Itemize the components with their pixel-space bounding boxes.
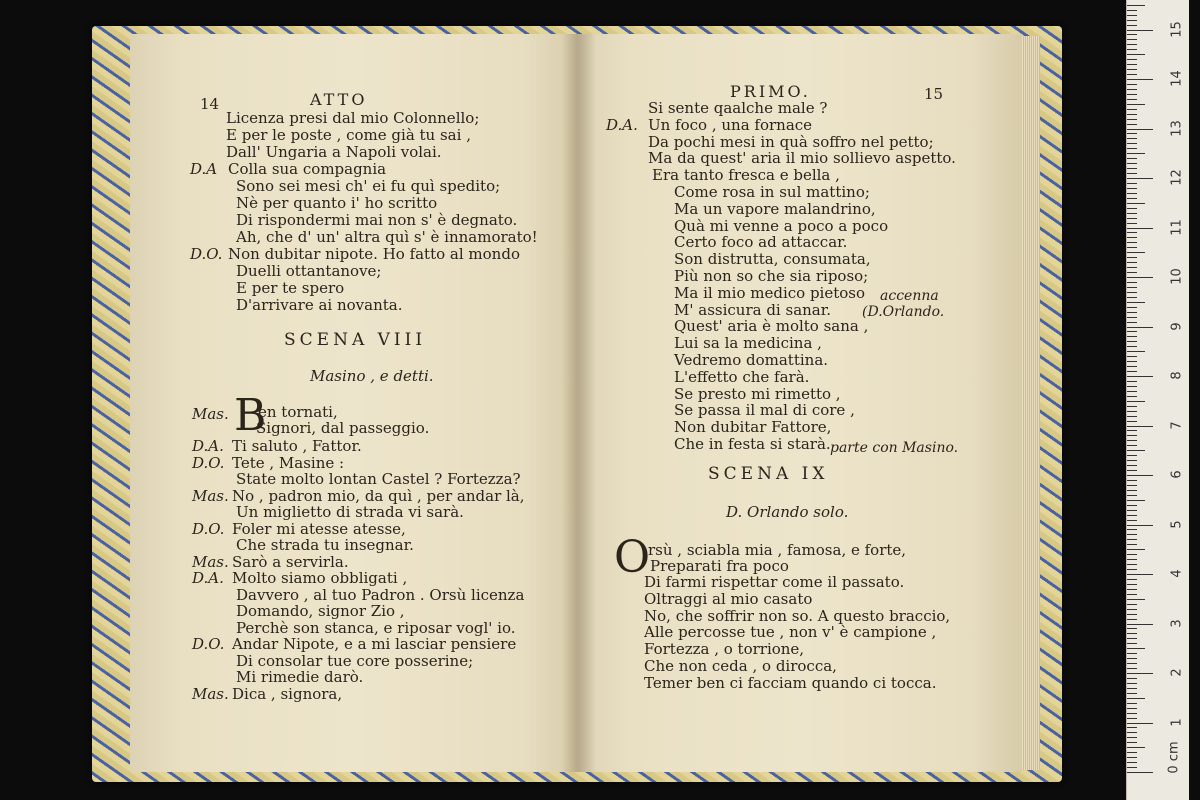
scene-subtitle-right: D. Orlando solo. <box>726 503 849 521</box>
verse-line: rsù , sciabla mia , famosa, e forte, <box>648 541 907 559</box>
ruler-tick <box>1127 490 1137 491</box>
verse-line: Di consolar tue core posserine; <box>236 651 474 670</box>
drop-cap-left: B <box>234 390 267 441</box>
ruler-tick <box>1127 534 1137 535</box>
ruler-tick <box>1127 510 1137 511</box>
verse-line: Ma un vapore malandrino, <box>674 199 876 218</box>
verse-line: Preparati fra poco <box>650 557 789 575</box>
ruler-tick <box>1127 138 1137 139</box>
ruler-tick <box>1127 683 1137 684</box>
verse-line: State molto lontan Castel ? Fortezza? <box>236 470 521 488</box>
ruler-tick <box>1127 228 1153 229</box>
ruler-tick <box>1127 742 1137 743</box>
ruler-tick <box>1127 564 1137 565</box>
verse-line: M' assicura di sanar. <box>674 300 832 319</box>
ruler-label: 13 <box>1169 119 1185 137</box>
ruler-tick <box>1127 237 1137 238</box>
ruler-tick <box>1127 480 1137 481</box>
ruler-tick <box>1127 638 1137 639</box>
ruler-tick <box>1127 356 1137 357</box>
page-number-right: 15 <box>924 85 944 103</box>
ruler-tick <box>1127 450 1145 451</box>
verse-line: Signori, dal passeggio. <box>256 419 430 437</box>
verse-line: Di farmi rispettar come il passato. <box>644 573 905 591</box>
verse-line: Duelli ottantanove; <box>236 262 382 280</box>
ruler-tick <box>1127 475 1153 476</box>
ruler-tick <box>1127 539 1137 540</box>
ruler-tick <box>1127 495 1137 496</box>
verse-line: Era tanto fresca e bella , <box>652 166 840 185</box>
ruler-tick <box>1127 5 1145 6</box>
ruler-tick <box>1127 94 1137 95</box>
ruler-tick <box>1127 20 1137 21</box>
ruler-tick <box>1127 435 1137 436</box>
verse-line: Sono sei mesi ch' ei fu quì spedito; <box>236 177 501 195</box>
verse-line: Domando, signor Zio , <box>236 602 405 620</box>
ruler-tick <box>1127 287 1137 288</box>
verse-line: E per te spero <box>236 279 345 297</box>
ruler-tick <box>1127 89 1137 90</box>
verse-line: Un foco , una fornace <box>648 115 813 134</box>
ruler-tick <box>1127 619 1137 620</box>
ruler-tick <box>1127 163 1137 164</box>
ruler-tick <box>1127 633 1137 634</box>
verse-line: Licenza presi dal mio Colonnello; <box>226 109 480 127</box>
ruler-tick <box>1127 614 1137 615</box>
ruler-tick <box>1127 500 1145 501</box>
ruler-tick <box>1127 109 1137 110</box>
speaker-label: D.A. <box>606 115 638 134</box>
ruler-tick <box>1127 30 1153 31</box>
ruler-tick <box>1127 678 1137 679</box>
verse-line: Un miglietto di strada vi sarà. <box>236 503 464 521</box>
ruler-tick <box>1127 485 1137 486</box>
ruler-label: 7 <box>1169 420 1185 430</box>
ruler-tick <box>1127 653 1137 654</box>
ruler-tick <box>1127 133 1137 134</box>
ruler-tick <box>1127 569 1137 570</box>
ruler-tick <box>1127 624 1153 625</box>
ruler-tick <box>1127 341 1137 342</box>
ruler-tick <box>1127 351 1145 352</box>
speaker-label: D.O. <box>192 519 225 538</box>
ruler-tick <box>1127 84 1137 85</box>
ruler-tick <box>1127 470 1137 471</box>
ruler-label: 2 <box>1169 668 1185 677</box>
ruler-label: 0 cm <box>1166 741 1182 774</box>
scene-title-right: SCENA IX <box>708 464 829 484</box>
ruler-tick <box>1127 218 1137 219</box>
verse-line: Andar Nipote, e a mi lasciar pensiere <box>232 635 517 653</box>
ruler-tick <box>1127 406 1137 407</box>
ruler-tick <box>1127 703 1137 704</box>
ruler-tick <box>1127 307 1137 308</box>
verse-line: Da pochi mesi in quà soffro nel petto; <box>648 132 934 151</box>
ruler-tick <box>1127 727 1137 728</box>
ruler-tick <box>1127 772 1153 773</box>
ruler-tick <box>1127 609 1137 610</box>
ruler-tick <box>1127 203 1145 204</box>
verse-line: Alle percosse tue , non v' è campione , <box>644 623 937 642</box>
ruler-tick <box>1127 223 1137 224</box>
ruler-tick <box>1127 752 1137 753</box>
ruler-tick <box>1127 529 1137 530</box>
ruler-tick <box>1127 297 1137 298</box>
ruler-tick <box>1127 693 1137 694</box>
ruler-tick <box>1127 668 1137 669</box>
speaker-label: D.A <box>190 160 218 178</box>
ruler-tick <box>1127 302 1145 303</box>
ruler-tick <box>1127 688 1137 689</box>
ruler-tick <box>1127 34 1137 35</box>
verse-line: Come rosa in sul mattino; <box>674 183 870 201</box>
ruler-label: 15 <box>1169 20 1185 38</box>
ruler-tick <box>1127 559 1137 560</box>
ruler-tick <box>1127 267 1137 268</box>
ruler-tick <box>1127 158 1137 159</box>
ruler-tick <box>1127 99 1137 100</box>
ruler-tick <box>1127 79 1153 80</box>
book-gutter <box>562 34 596 772</box>
ruler-tick <box>1127 262 1137 263</box>
verse-line: Si sente qaalche male ? <box>648 99 828 117</box>
verse-line: Se passa il mal di core , <box>674 401 855 420</box>
speaker-label: Mas. <box>192 486 229 505</box>
measuring-ruler <box>1126 0 1189 800</box>
ruler-tick <box>1127 25 1137 26</box>
ruler-tick <box>1127 69 1137 70</box>
verse-line: Vedremo domattina. <box>674 351 829 369</box>
scene-title-left: SCENA VIII <box>284 330 427 350</box>
ruler-tick <box>1127 148 1137 149</box>
ruler-tick <box>1127 327 1153 328</box>
ruler-tick <box>1127 366 1137 367</box>
ruler-tick <box>1127 718 1137 719</box>
ruler-tick <box>1127 168 1137 169</box>
ruler-tick <box>1127 188 1137 189</box>
ruler-tick <box>1127 421 1137 422</box>
ruler-tick <box>1127 737 1137 738</box>
ruler-tick <box>1127 183 1137 184</box>
ruler-tick <box>1127 663 1137 664</box>
verse-line: Colla sua compagnia <box>228 160 387 178</box>
ruler-label: 4 <box>1169 569 1185 578</box>
ruler-tick <box>1127 505 1137 506</box>
ruler-tick <box>1127 277 1153 278</box>
ruler-tick <box>1127 594 1137 595</box>
ruler-tick <box>1127 762 1137 763</box>
speaker-label: D.O. <box>192 635 225 653</box>
verse-line: Di rispondermi mai non s' è degnato. <box>236 211 518 229</box>
speaker-label: Mas. <box>192 405 229 423</box>
ruler-tick <box>1127 376 1153 377</box>
ruler-tick <box>1127 747 1145 748</box>
ruler-tick <box>1127 312 1137 313</box>
verse-line: Mi rimedie darò. <box>236 668 364 686</box>
ruler-tick <box>1127 54 1145 55</box>
ruler-tick <box>1127 317 1137 318</box>
right-page <box>578 34 1022 772</box>
ruler-tick <box>1127 648 1145 649</box>
ruler-tick <box>1127 242 1137 243</box>
ruler-tick <box>1127 525 1153 526</box>
ruler-label: 6 <box>1169 470 1185 479</box>
ruler-tick <box>1127 574 1153 575</box>
verse-line: Che strada tu insegnar. <box>236 536 414 554</box>
speaker-label: Mas. <box>192 552 229 571</box>
ruler-tick <box>1127 643 1137 644</box>
ruler-tick <box>1127 252 1145 253</box>
verse-line: Fortezza , o torrione, <box>644 640 805 659</box>
ruler-tick <box>1127 272 1137 273</box>
ruler-tick <box>1127 124 1137 125</box>
verse-line: Certo foco ad attaccar. <box>674 233 848 252</box>
ruler-tick <box>1127 336 1137 337</box>
ruler-tick <box>1127 698 1145 699</box>
ruler-tick <box>1127 579 1137 580</box>
ruler-tick <box>1127 178 1153 179</box>
ruler-label: 3 <box>1169 618 1185 628</box>
ruler-tick <box>1127 440 1137 441</box>
ruler-tick <box>1127 401 1145 402</box>
book-cover <box>92 26 1062 782</box>
verse-line: Temer ben ci facciam quando ci tocca. <box>644 673 937 692</box>
ruler-tick <box>1127 119 1137 120</box>
verse-line: en tornati, <box>258 403 338 421</box>
ruler-tick <box>1127 391 1137 392</box>
ruler-tick <box>1127 173 1137 174</box>
verse-line: Molto siamo obbligati , <box>232 569 408 587</box>
ruler-tick <box>1127 282 1137 283</box>
ruler-tick <box>1127 114 1137 115</box>
ruler-tick <box>1127 554 1137 555</box>
ruler-tick <box>1127 49 1137 50</box>
ruler-tick <box>1127 59 1137 60</box>
drop-cap-right: O <box>614 532 651 583</box>
ruler-tick <box>1127 589 1137 590</box>
verse-line: Ti saluto , Fattor. <box>232 437 362 455</box>
ruler-tick <box>1127 153 1145 154</box>
verse-line: Se presto mi rimetto , <box>674 384 841 403</box>
verse-line: No , padron mio, da quì , per andar là, <box>232 486 525 505</box>
verse-line: Tete , Masine : <box>232 453 345 472</box>
speaker-label: D.O. <box>192 453 225 472</box>
verse-line: Oltraggi al mio casato <box>644 589 813 608</box>
speaker-label: D.A. <box>192 569 224 587</box>
stage-direction-accenna: accenna <box>880 288 939 304</box>
page-header-left: ATTO <box>310 90 368 109</box>
verse-line: Lui sa la medicina , <box>674 334 822 353</box>
stage-direction-exit: parte con Masino. <box>830 440 959 456</box>
verse-line: L'effetto che farà. <box>674 367 810 386</box>
ruler-tick <box>1127 599 1145 600</box>
ruler-tick <box>1127 15 1137 16</box>
speaker-label: D.A. <box>192 437 224 455</box>
ruler-tick <box>1127 213 1137 214</box>
ruler-label: 8 <box>1169 371 1185 380</box>
verse-line: Ah, che d' un' altra quì s' è innamorato! <box>236 228 538 246</box>
speaker-label: D.O. <box>190 245 223 263</box>
verse-line: Dall' Ungaria a Napoli volai. <box>226 143 442 161</box>
verse-line: Che non ceda , o dirocca, <box>644 657 837 675</box>
ruler-tick <box>1127 257 1137 258</box>
ruler-tick <box>1127 544 1137 545</box>
ruler-label: 9 <box>1169 321 1185 331</box>
ruler-tick <box>1127 713 1137 714</box>
verse-line: D'arrivare ai novanta. <box>236 296 403 314</box>
verse-line: Ma da quest' aria il mio sollievo aspetto. <box>648 149 956 168</box>
ruler-tick <box>1127 455 1137 456</box>
ruler-tick <box>1127 515 1137 516</box>
ruler-tick <box>1127 322 1137 323</box>
ruler-tick <box>1127 10 1137 11</box>
ruler-tick <box>1127 346 1137 347</box>
verse-line: Quà mi venne a poco a poco <box>674 216 889 235</box>
ruler-tick <box>1127 331 1137 332</box>
left-page <box>130 34 579 772</box>
ruler-tick <box>1127 520 1137 521</box>
ruler-tick <box>1127 143 1137 144</box>
ruler-tick <box>1127 549 1145 550</box>
ruler-tick <box>1127 460 1137 461</box>
ruler-tick <box>1127 430 1137 431</box>
ruler-label: 5 <box>1169 519 1185 529</box>
ruler-tick <box>1127 673 1153 674</box>
ruler-tick <box>1127 247 1137 248</box>
verse-line: Son distrutta, consumata, <box>674 250 871 269</box>
ruler-tick <box>1127 361 1137 362</box>
verse-line: Non dubitar nipote. Ho fatto al mondo <box>228 245 520 263</box>
ruler-tick <box>1127 426 1153 427</box>
ruler-tick <box>1127 708 1137 709</box>
ruler-tick <box>1127 386 1137 387</box>
verse-line: Non dubitar Fattore, <box>674 418 832 437</box>
ruler-tick <box>1127 445 1137 446</box>
ruler-tick <box>1127 193 1137 194</box>
ruler-tick <box>1127 292 1137 293</box>
ruler-tick <box>1127 584 1137 585</box>
verse-line: Quest' aria è molto sana , <box>674 317 869 336</box>
page-number-left: 14 <box>200 95 220 113</box>
ruler-tick <box>1127 732 1137 733</box>
verse-line: E per le poste , come già tu sai , <box>226 126 471 144</box>
ruler-tick <box>1127 767 1137 768</box>
ruler-tick <box>1127 232 1137 233</box>
ruler-tick <box>1127 628 1137 629</box>
ruler-label: 1 <box>1169 717 1185 727</box>
verse-line: Perchè son stanca, e riposar vogl' io. <box>236 618 516 637</box>
ruler-tick <box>1127 198 1137 199</box>
ruler-tick <box>1127 129 1153 130</box>
ruler-tick <box>1127 74 1137 75</box>
verse-line: Che in festa si starà. <box>674 435 831 453</box>
ruler-tick <box>1127 411 1137 412</box>
ruler-tick <box>1127 757 1137 758</box>
ruler-tick <box>1127 416 1137 417</box>
ruler-tick <box>1127 723 1153 724</box>
ruler-tick <box>1127 208 1137 209</box>
ruler-label: 12 <box>1169 169 1185 186</box>
verse-line: Sarò a servirla. <box>232 552 349 571</box>
ruler-label: 10 <box>1169 268 1185 285</box>
verse-line: Dica , signora, <box>232 684 343 703</box>
ruler-tick <box>1127 64 1137 65</box>
verse-line: Ma il mio medico pietoso <box>674 283 866 302</box>
verse-line: Nè per quanto i' ho scritto <box>236 194 438 212</box>
ruler-tick <box>1127 381 1137 382</box>
ruler-label: 11 <box>1169 218 1185 236</box>
ruler-tick <box>1127 39 1137 40</box>
scene-subtitle-left: Masino , e detti. <box>310 367 434 385</box>
verse-line: Più non so che sia riposo; <box>674 267 869 285</box>
ruler-tick <box>1127 658 1137 659</box>
ruler-tick <box>1127 104 1145 105</box>
stage-direction-orlando: (D.Orlando. <box>862 304 945 320</box>
ruler-tick <box>1127 396 1137 397</box>
ruler-label: 14 <box>1169 70 1185 87</box>
verse-line: Foler mi atesse atesse, <box>232 519 406 538</box>
ruler-tick <box>1127 465 1137 466</box>
speaker-label: Mas. <box>192 684 229 703</box>
page-header-right: PRIMO. <box>730 82 811 101</box>
verse-line: No, che soffrir non so. A questo braccio, <box>644 606 951 625</box>
ruler-tick <box>1127 44 1137 45</box>
verse-line: Davvero , al tuo Padron . Orsù licenza <box>236 585 525 604</box>
ruler-tick <box>1127 604 1137 605</box>
ruler-tick <box>1127 371 1137 372</box>
